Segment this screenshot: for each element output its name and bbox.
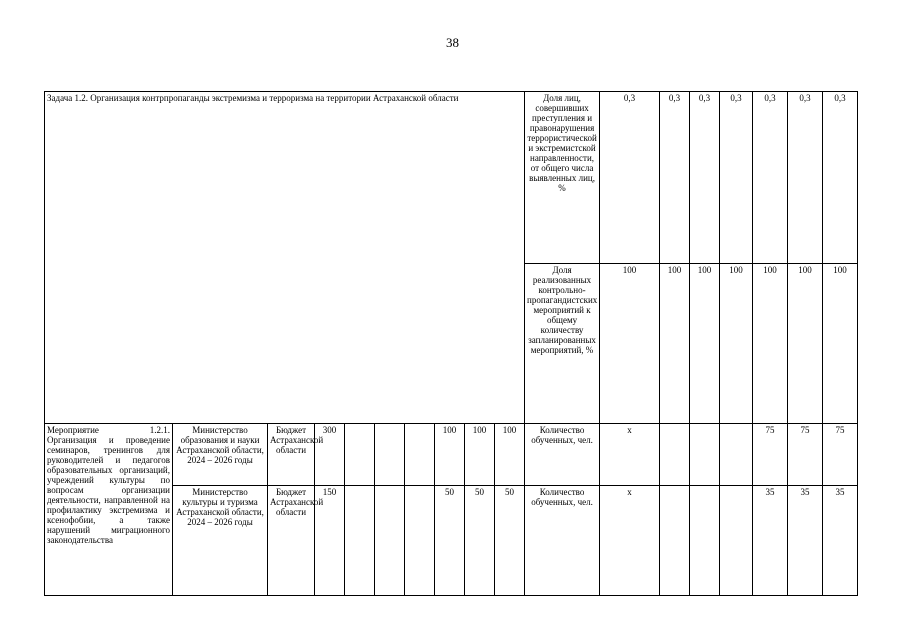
- task-title: Задача 1.2. Организация контрпропаганды экстремизма и терроризма на территории Астраханской области: [45, 92, 525, 424]
- indicator-value: 100: [690, 264, 720, 424]
- task-indicator-row-1: [45, 92, 892, 264]
- indicator-value: 100: [720, 264, 753, 424]
- funding-year: 100: [465, 424, 495, 486]
- indicator-value: [720, 486, 753, 596]
- funding-year: [405, 424, 435, 486]
- indicator-value: [660, 424, 690, 486]
- funding-total: 150: [315, 486, 345, 596]
- indicator-name: Доля реализованных контрольно-пропагандистских мероприятий к общему количеству запланированных мероприятий, %: [525, 264, 600, 424]
- funding-year: 100: [435, 424, 465, 486]
- indicator-value: [720, 424, 753, 486]
- funding-year: [405, 486, 435, 596]
- indicator-base: х: [600, 424, 660, 486]
- indicator-value: 35: [823, 486, 858, 596]
- indicator-name: Доля лиц, совершивших преступления и правонарушения террористической и экстремистской направленности, от общего числа выявленных лиц, %: [525, 92, 600, 264]
- executor: Министерство образования и науки Астраханской области, 2024 – 2026 годы: [173, 424, 268, 486]
- indicator-value: 100: [660, 264, 690, 424]
- funding-year: [375, 424, 405, 486]
- indicator-value: 100: [823, 264, 858, 424]
- funding-year: [375, 486, 405, 596]
- funding-source: Бюджет Астраханской области: [268, 486, 315, 596]
- indicator-value: 100: [788, 264, 823, 424]
- funding-year: 50: [495, 486, 525, 596]
- indicator-name: Количество обученных, чел.: [525, 486, 600, 596]
- indicator-value: 35: [753, 486, 788, 596]
- indicator-value: 75: [788, 424, 823, 486]
- indicator-value: 75: [823, 424, 858, 486]
- funding-year: 50: [435, 486, 465, 596]
- funding-year: [345, 424, 375, 486]
- indicator-value: 35: [788, 486, 823, 596]
- indicator-value: [690, 486, 720, 596]
- indicator-value: [660, 486, 690, 596]
- indicator-value: 0,3: [753, 92, 788, 264]
- funding-year: 100: [495, 424, 525, 486]
- indicator-value: 0,3: [720, 92, 753, 264]
- indicator-value: 0,3: [600, 92, 660, 264]
- indicator-name: Количество обученных, чел.: [525, 424, 600, 486]
- indicator-value: 0,3: [690, 92, 720, 264]
- funding-year: 50: [465, 486, 495, 596]
- indicator-value: 75: [753, 424, 788, 486]
- funding-total: 300: [315, 424, 345, 486]
- program-table: [44, 91, 892, 596]
- indicator-value: 100: [600, 264, 660, 424]
- indicator-value: 0,3: [660, 92, 690, 264]
- page-number: 38: [446, 35, 459, 50]
- indicator-value: [690, 424, 720, 486]
- measure-row-2: [45, 486, 892, 596]
- executor: Министерство культуры и туризма Астраханской области, 2024 – 2026 годы: [173, 486, 268, 596]
- indicator-value: 100: [753, 264, 788, 424]
- funding-source: Бюджет Астраханской области: [268, 424, 315, 486]
- measure-row-1: [45, 424, 892, 486]
- measure-title: Мероприятие 1.2.1. Организация и проведение семинаров, тренингов для руководителей и педагогов образовательных организаций, учреждений культуры по вопросам организации деятельности, направленной на профилактику экстремизма и ксенофобии, а также нарушений миграционного законодательства: [45, 424, 173, 596]
- indicator-value: 0,3: [823, 92, 858, 264]
- indicator-value: 0,3: [788, 92, 823, 264]
- funding-year: [345, 486, 375, 596]
- indicator-base: х: [600, 486, 660, 596]
